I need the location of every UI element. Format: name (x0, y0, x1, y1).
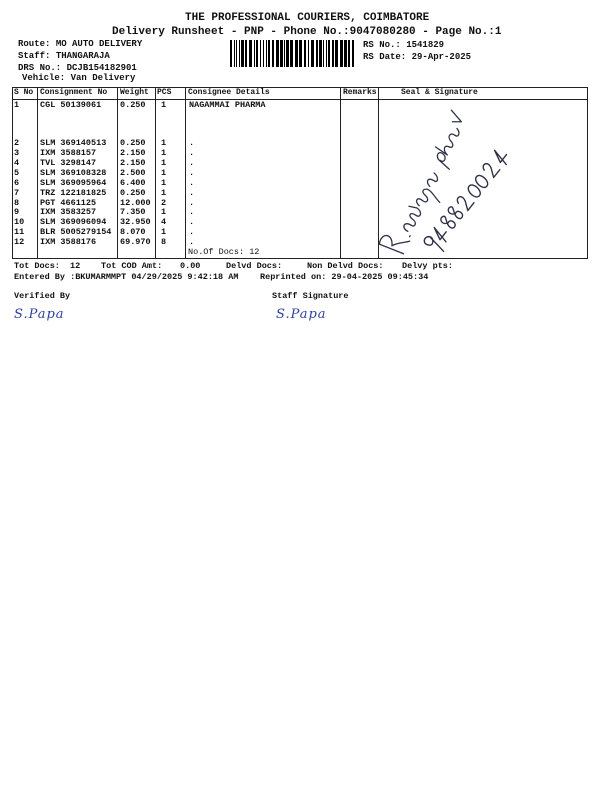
consignee-details-cell: . (189, 207, 195, 217)
pcs-cell: 1 (161, 100, 167, 110)
vehicle-value: Van Delivery (70, 73, 136, 83)
vehicle-label: Vehicle: (22, 73, 66, 83)
barcode-bar (241, 40, 244, 67)
sno-cell: 7 (14, 188, 20, 198)
barcode-bar (236, 40, 237, 67)
barcode-bar (299, 40, 302, 67)
tot-cod-value: 0.00 (180, 261, 201, 271)
barcode-bar (268, 40, 270, 67)
consignment-no-cell: IXM 3588157 (40, 148, 97, 158)
barcode-bar (295, 40, 298, 67)
barcode-bar (348, 40, 350, 67)
consignment-no-cell: TVL 3298147 (40, 158, 97, 168)
consignee-details-cell: . (189, 217, 195, 227)
barcode-bar (344, 40, 347, 67)
delvd-docs-label: Delvd Docs: (226, 261, 283, 271)
tot-docs-value: 12 (70, 261, 81, 271)
barcode-bar (319, 40, 322, 67)
pcs-cell: 1 (161, 148, 167, 158)
sno-cell: 11 (14, 227, 25, 237)
pcs-cell: 8 (161, 237, 167, 247)
barcode-bar (284, 40, 285, 67)
barcode-bar (332, 40, 334, 67)
handwritten-receiver-signature (378, 99, 588, 259)
column-header-weight: Weight (120, 88, 149, 97)
non-delvd-docs-label: Non Delvd Docs: (307, 261, 384, 271)
consignee-details-cell: . (189, 158, 195, 168)
barcode-bar (316, 40, 318, 67)
rs-no-line (363, 40, 444, 50)
sno-cell: 9 (14, 207, 20, 217)
barcode-bar (311, 40, 314, 67)
weight-cell: 6.400 (120, 178, 146, 188)
sno-cell: 5 (14, 168, 20, 178)
verified-by-signature: S.Papa (14, 307, 65, 322)
barcode-bar (256, 40, 258, 67)
weight-cell: 7.350 (120, 207, 146, 217)
pcs-cell: 4 (161, 217, 167, 227)
route-label: Route: (18, 39, 51, 49)
verified-by-label: Verified By (14, 291, 71, 301)
pcs-cell: 1 (161, 158, 167, 168)
staff-line (18, 51, 110, 61)
barcode-bar (280, 40, 283, 67)
weight-cell: 0.250 (120, 100, 146, 110)
barcode-bar (352, 40, 354, 67)
sno-cell: 4 (14, 158, 20, 168)
drs-label: DRS No.: (18, 63, 62, 73)
barcode-bar (272, 40, 274, 67)
entered-by: Entered By :BKUMARMMPT 04/29/2025 9:42:18 AM (14, 272, 239, 282)
column-header-remarks: Remarks (343, 88, 377, 97)
consignment-no-cell: TRZ 122181825 (40, 188, 107, 198)
consignment-no-cell: SLM 369140513 (40, 138, 107, 148)
sno-cell: 10 (14, 217, 25, 227)
pcs-cell: 1 (161, 227, 167, 237)
vehicle-line (22, 73, 135, 83)
tot-cod-label: Tot COD Amt: (101, 261, 163, 271)
barcode-bar (249, 40, 252, 67)
pcs-cell: 2 (161, 198, 167, 208)
barcode-bar (340, 40, 343, 67)
reprinted-on: Reprinted on: 29-04-2025 09:45:34 (260, 272, 429, 282)
weight-cell: 0.250 (120, 138, 146, 148)
pcs-cell: 1 (161, 207, 167, 217)
weight-cell: 0.250 (120, 188, 146, 198)
sno-cell: 2 (14, 138, 20, 148)
barcode-bar (254, 40, 255, 67)
consignee-details-cell: NAGAMMAI PHARMA (189, 100, 266, 110)
barcode-bar (266, 40, 267, 67)
weight-cell: 2.150 (120, 148, 146, 158)
pcs-cell: 1 (161, 168, 167, 178)
column-header-consignee: Consignee Details (188, 88, 270, 97)
consignee-details-cell: . (189, 148, 195, 158)
consignment-no-cell: BLR 5005279154 (40, 227, 112, 237)
consignment-no-cell: IXM 3588176 (40, 237, 97, 247)
weight-cell: 12.000 (120, 198, 151, 208)
column-header-consignment: Consignment No (40, 88, 108, 97)
consignment-no-cell: SLM 369096094 (40, 217, 107, 227)
sno-cell: 12 (14, 237, 25, 247)
weight-cell: 2.500 (120, 168, 146, 178)
consignee-details-cell: . (189, 198, 195, 208)
consignment-no-cell: SLM 369108328 (40, 168, 107, 178)
barcode-bar (230, 40, 232, 67)
column-header-pcs: PCS (157, 88, 172, 97)
pcs-cell: 1 (161, 188, 167, 198)
column-header-sno: S No (14, 88, 34, 97)
doc-count: No.Of Docs: 12 (188, 247, 260, 257)
barcode-bar (323, 40, 324, 67)
staff-label: Staff: (18, 51, 51, 61)
pcs-cell: 1 (161, 178, 167, 188)
rs-date-label: RS Date: (363, 52, 407, 62)
barcode-bar (335, 40, 338, 67)
consignee-details-cell: . (189, 138, 195, 148)
rs-no-value: 1541829 (406, 40, 445, 50)
sno-cell: 3 (14, 148, 20, 158)
consignee-details-cell: . (189, 178, 195, 188)
consignee-details-cell: . (189, 237, 195, 247)
weight-cell: 32.950 (120, 217, 151, 227)
barcode-bar (260, 40, 261, 67)
consignment-no-cell: PGT 4661125 (40, 198, 97, 208)
drs-value: DCJB154182901 (66, 63, 137, 73)
tot-docs-label: Tot Docs: (14, 261, 60, 271)
sno-cell: 6 (14, 178, 20, 188)
barcode-bar (308, 40, 309, 67)
drs-line (18, 63, 137, 73)
barcode (230, 40, 355, 67)
rs-no-label: RS No.: (363, 40, 401, 50)
consignment-no-cell: CGL 50139061 (40, 100, 102, 110)
route-line (18, 39, 142, 49)
company-title: THE PROFESSIONAL COURIERS, COIMBATORE (185, 12, 430, 24)
barcode-bar (290, 40, 293, 67)
consignment-no-cell: IXM 3583257 (40, 207, 97, 217)
staff-signature-label: Staff Signature (272, 291, 349, 301)
sno-cell: 1 (14, 100, 20, 110)
barcode-bar (304, 40, 306, 67)
barcode-bar (328, 40, 330, 67)
barcode-bar (234, 40, 235, 67)
weight-cell: 2.150 (120, 158, 146, 168)
barcode-bar (263, 40, 264, 67)
barcode-bar (239, 40, 240, 67)
barcode-bar (276, 40, 279, 67)
consignee-details-cell: . (189, 188, 195, 198)
weight-cell: 69.970 (120, 237, 151, 247)
barcode-bar (326, 40, 327, 67)
staff-signature: S.Papa (276, 307, 327, 322)
staff-value: THANGARAJA (55, 51, 110, 61)
pcs-cell: 1 (161, 138, 167, 148)
route-value: MO AUTO DELIVERY (55, 39, 143, 49)
rs-date-value: 29-Apr-2025 (411, 52, 472, 62)
runsheet-heading: Delivery Runsheet - PNP - Phone No.:9047080280 - Page No.:1 (112, 26, 502, 38)
delvy-pts-label: Delvy pts: (402, 261, 454, 271)
consignee-details-cell: . (189, 168, 195, 178)
barcode-bar (286, 40, 289, 67)
rs-date-line (363, 52, 471, 62)
barcode-bar (245, 40, 247, 67)
consignment-no-cell: SLM 369095964 (40, 178, 107, 188)
column-header-seal-signature: Seal & Signature (401, 88, 478, 97)
sno-cell: 8 (14, 198, 20, 208)
weight-cell: 8.070 (120, 227, 146, 237)
consignee-details-cell: . (189, 227, 195, 237)
